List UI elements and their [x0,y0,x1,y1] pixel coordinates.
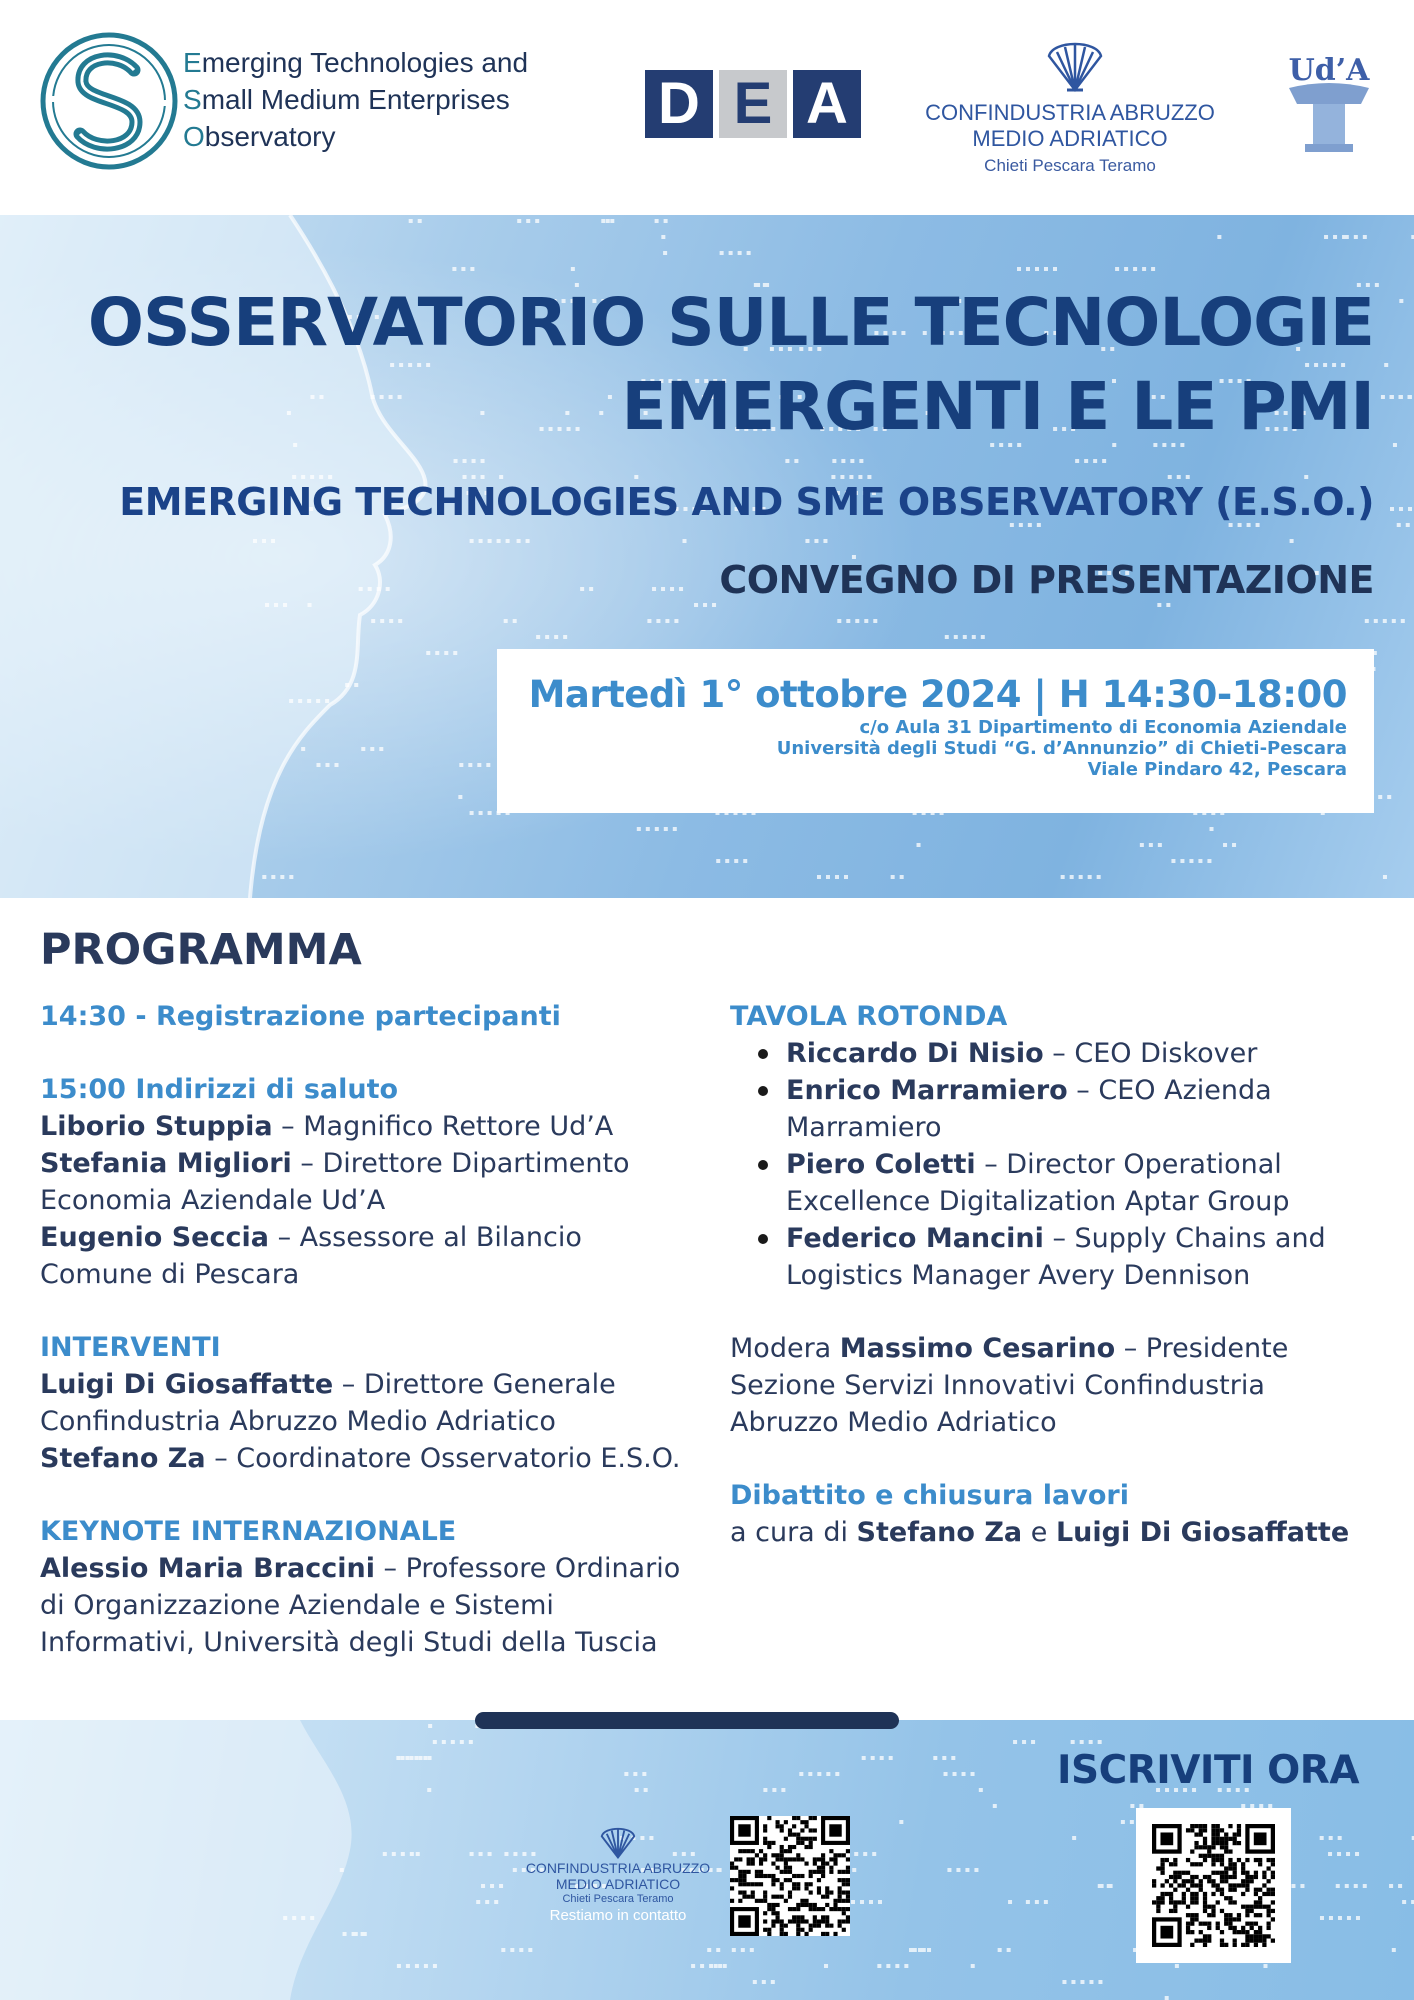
program-title: PROGRAMMA [40,925,362,975]
footer-confindustria-line2: MEDIO ADRIATICO [555,1876,681,1892]
event-info-box [497,649,1374,813]
speaker-name: Piero Coletti [786,1149,976,1180]
moderator-prefix: Modera [730,1333,840,1364]
eso-initial-s: S [183,84,202,115]
closing-prefix: a cura di [730,1517,857,1548]
eso-initial-o: O [183,121,205,152]
main-title-line1: OSSERVATORIO SULLE TECNOLOGIE [87,284,1374,361]
list-item [786,1146,1380,1220]
closing-heading: Dibattito e chiusura lavori [730,1480,1129,1511]
main-title-line2: EMERGENTI E LE PMI [621,368,1374,445]
eso-wordmark [183,44,528,155]
list-item [786,1035,1380,1072]
talk-item [40,1366,700,1440]
keynote-item [40,1550,700,1661]
speaker-role: – CEO Azienda Marramiero [786,1075,1272,1143]
list-item [786,1072,1380,1146]
speaker-role: – Magnifico Rettore Ud’A [272,1111,614,1142]
venue-line3: Viale Pindaro 42, Pescara [1087,759,1347,780]
venue-line1: c/o Aula 31 Dipartimento di Economia Aziendale [859,717,1347,738]
speaker-name: Liborio Stuppia [40,1111,273,1142]
register-qr-box[interactable] [1136,1808,1291,1963]
event-type: CONVEGNO DI PRESENTAZIONE [719,558,1374,602]
list-item [786,1220,1380,1294]
speaker-name: Eugenio Seccia [40,1222,269,1253]
closing-joiner: e [1022,1517,1056,1548]
section-divider [475,1712,899,1729]
footer-banner [0,1720,1414,2000]
english-subtitle: EMERGING TECHNOLOGIES AND SME OBSERVATORY (E.S.O.) [119,480,1374,524]
main-title [54,281,1374,449]
keep-in-touch-text: Restiamo in contatto [549,1907,687,1924]
eso-line1: merging Technologies and [201,47,529,78]
moderator [730,1330,1380,1441]
eso-monogram-icon [38,30,180,172]
speaker-name: Stefano Za [40,1443,206,1474]
shell-icon [598,1820,638,1860]
speaker-role: – Direttore Generale Confindustria Abruzzo Medio Adriatico [40,1369,616,1437]
greeting-item [40,1219,700,1293]
speaker-name: Federico Mancini [786,1223,1044,1254]
registration-heading: 14:30 - Registrazione partecipanti [40,1001,561,1032]
speaker-name: Enrico Marramiero [786,1075,1068,1106]
svg-text:Ud’A: Ud’A [1288,53,1370,88]
confindustria-line2: MEDIO ADRIATICO [972,126,1168,151]
hero-banner [0,215,1414,898]
footer-confindustria-logo [520,1820,716,1926]
speaker-name: Riccardo Di Nisio [786,1038,1044,1069]
qr-code-icon[interactable] [730,1816,850,1936]
speaker-role: – Coordinatore Osservatorio E.S.O. [205,1443,681,1474]
round-table-heading: TAVOLA ROTONDA [730,1001,1008,1032]
speaker-name: Stefano Za [856,1517,1023,1548]
footer-confindustria-line1: CONFINDUSTRIA ABRUZZO [525,1860,711,1876]
confindustria-logo [915,30,1225,180]
speaker-name: Stefania Migliori [40,1148,292,1179]
eso-line3: bservatory [204,121,336,152]
footer-confindustria-line3: Chieti Pescara Teramo [562,1893,674,1905]
program-right-column [730,998,1380,1551]
speaker-name: Luigi Di Giosaffatte [1055,1517,1350,1548]
qr-code-icon[interactable] [1152,1824,1275,1947]
speaker-role: – Supply Chains and Logistics Manager Avery Dennison [786,1223,1326,1291]
speaker-name: Massimo Cesarino [839,1333,1116,1364]
uda-university-logo-icon [1283,52,1375,154]
speaker-role: – Presidente Sezione Servizi Innovativi Confindustria Abruzzo Medio Adriatico [730,1333,1289,1438]
dea-letter-a: A [793,70,861,138]
venue-line2: Università degli Studi “G. d’Annunzio” di Chieti-Pescara [776,738,1347,759]
dea-letter-e: E [719,70,787,138]
speaker-name: Luigi Di Giosaffatte [40,1369,334,1400]
shell-icon [1043,30,1107,94]
talk-item [40,1440,700,1477]
speaker-name: Alessio Maria Braccini [40,1553,375,1584]
greeting-item [40,1145,700,1219]
confindustria-line1: CONFINDUSTRIA ABRUZZO [925,100,1215,125]
greetings-heading: 15:00 Indirizzi di saluto [40,1074,399,1105]
speaker-role: – Direttore Dipartimento Economia Aziendale Ud’A [40,1148,630,1216]
speaker-role: – Professore Ordinario di Organizzazione Aziendale e Sistemi Informativi, Università degli Studi della Tuscia [40,1553,681,1658]
talks-heading: INTERVENTI [40,1332,221,1363]
greeting-item [40,1108,700,1145]
register-now-cta[interactable]: ISCRIVITI ORA [1056,1748,1359,1793]
round-table-list [730,1035,1380,1294]
speaker-role: – CEO Diskover [1043,1038,1258,1069]
confindustria-line3: Chieti Pescara Teramo [984,156,1156,175]
dea-letter-d: D [645,70,713,138]
speaker-role: – Director Operational Excellence Digitalization Aptar Group [786,1149,1290,1217]
eso-initial-e: E [183,47,202,78]
event-date-time: Martedì 1° ottobre 2024 | H 14:30-18:00 [528,673,1347,716]
program-left-column [40,998,700,1661]
speaker-role: – Assessore al Bilancio Comune di Pescara [40,1222,582,1290]
keynote-heading: KEYNOTE INTERNAZIONALE [40,1516,457,1547]
closing-item [730,1514,1380,1551]
logo-bar [0,0,1414,215]
eso-line2: mall Medium Enterprises [201,84,510,115]
dea-logo [645,70,861,138]
